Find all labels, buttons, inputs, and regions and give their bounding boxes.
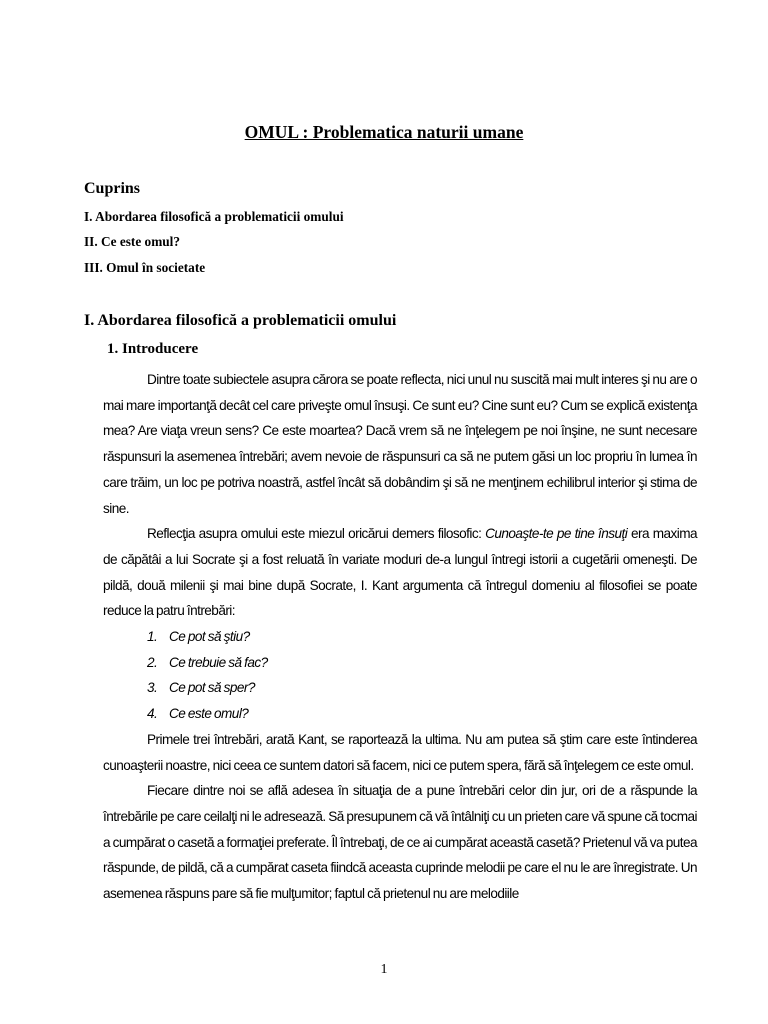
paragraph: Dintre toate subiectele asupra cărora se poate reflecta, nici unul nu suscită mai mult interes şi nu are o mai mare importanţă decât cel care priveşte omul însuşi. Ce sunt eu? Cine sunt eu? Cum se explică existenţa mea? Are viaţa vreun sens? Ce este moartea? Dacă vrem să ne înţelegem pe noi înşine, ne sunt necesare răspunsuri la asemenea întrebări; avem nevoie de răspunsuri ca să ne putem găsi un loc propriu în lumea în care trăim, un loc pe potriva noastră, astfel încât să dobândim şi să ne menţinem echilibrul interior şi stima de sine.: [103, 372, 697, 516]
list-text: Ce pot să sper?: [169, 680, 255, 696]
section-title: I. Abordarea filosofică a problematicii omului: [84, 312, 397, 329]
document-title: OMUL : Problematica naturii umane: [244, 122, 524, 142]
subsection-title: 1. Introducere: [107, 341, 199, 357]
paragraph: Primele trei întrebări, arată Kant, se raportează la ultima. Nu am putea să ştim care este întinderea cunoaşterii noastre, nici ceea ce suntem datori să facem, nici ce putem spera, fără să înţelegem ce este omul.: [103, 731, 697, 773]
paragraph-text: Reflecţia asupra omului este miezul oricărui demers filosofic:: [147, 526, 486, 542]
body-text: [103, 367, 697, 907]
toc-item: III. Omul în societate: [84, 260, 206, 275]
list-number: 4.: [147, 706, 158, 722]
list-text: Ce pot să ştiu?: [169, 629, 250, 645]
paragraph-text: era maxima de căpătâi a lui Socrate şi a fost reluată în variate moduri de-a lungul întregi istorii a cugetării omeneşti. De pildă, două milenii şi mai bine după Socrate, I. Kant argumenta că întregul domeniu al filosofiei se poate reduce la patru întrebări:: [103, 526, 697, 619]
toc-heading: Cuprins: [84, 180, 141, 197]
toc-item: I. Abordarea filosofică a problematicii omului: [84, 209, 344, 224]
list-text: Ce este omul?: [169, 706, 249, 722]
list-item: [147, 675, 697, 701]
list-number: 3.: [147, 680, 158, 696]
list-item: [147, 701, 697, 727]
list-text: Ce trebuie să fac?: [169, 654, 268, 670]
socrates-quote: Cunoaşte-te pe tine însuţi: [485, 526, 628, 542]
paragraph: [103, 521, 697, 624]
list-item: [147, 624, 697, 650]
page-number: 1: [380, 962, 388, 977]
kant-questions-list: [103, 624, 697, 727]
list-item: [147, 650, 697, 676]
list-number: 1.: [147, 629, 158, 645]
list-number: 2.: [147, 654, 158, 670]
toc-item: II. Ce este omul?: [84, 234, 181, 249]
paragraph: Fiecare dintre noi se află adesea în situaţia de a pune întrebări celor din jur, ori de a răspunde la întrebările pe care ceilalţi ni le adresează. Să presupunem că vă întâlniţi cu un prieten care vă spune că tocmai a cumpărat o casetă a formaţiei preferate. Îl întrebaţi, de ce ai cumpărat această casetă? Prietenul vă va putea răspunde, de pildă, că a cumpărat caseta fiindcă aceasta cuprinde melodii pe care el nu le are înregistrate. Un asemenea răspuns pare să fie mulţumitor; faptul că prietenul nu are melodiile: [103, 783, 697, 902]
